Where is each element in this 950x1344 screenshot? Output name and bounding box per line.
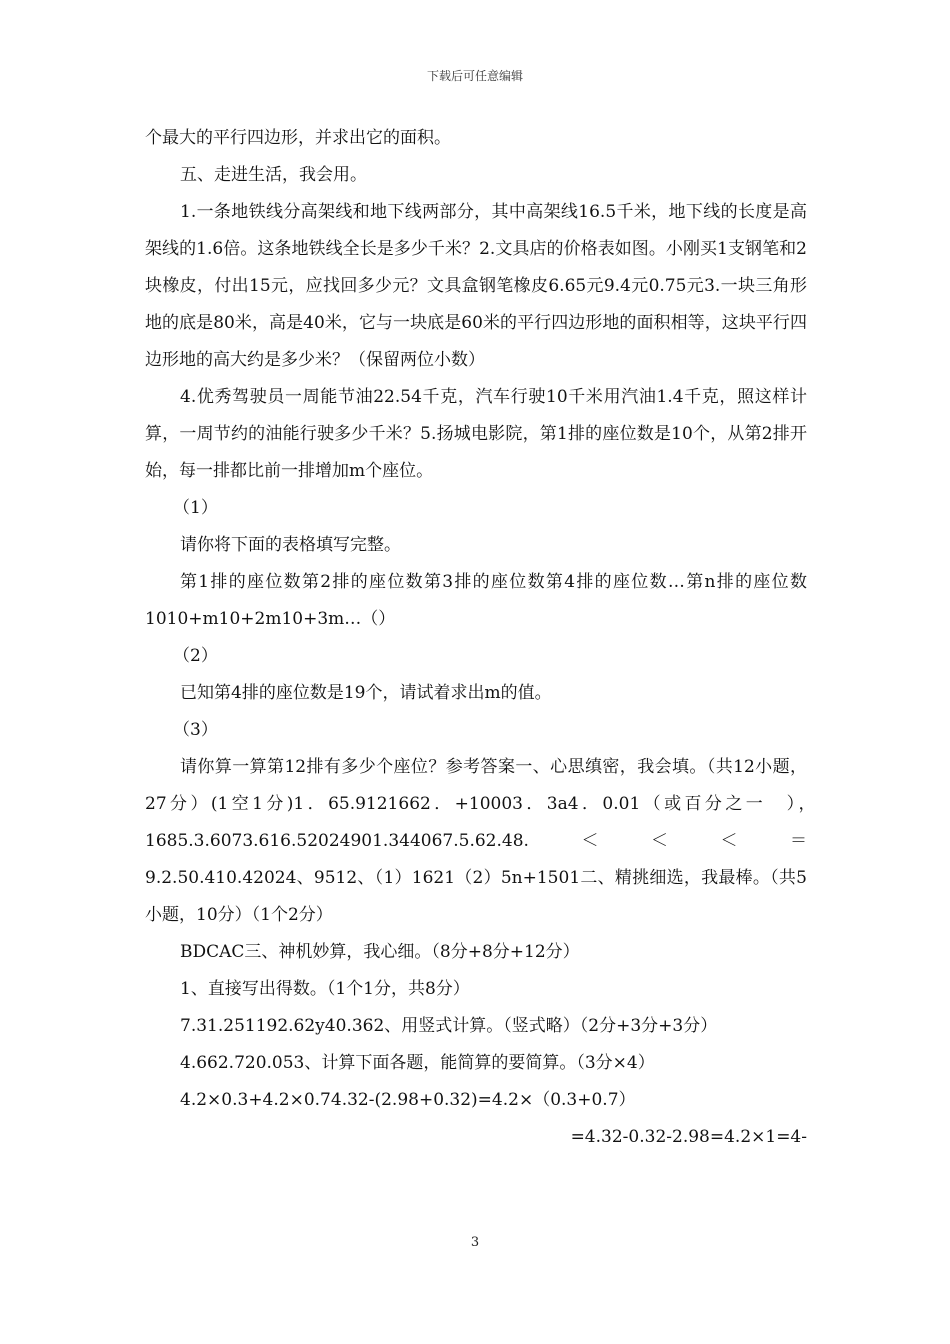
page-header: 下载后可任意编辑 [426, 69, 523, 83]
paragraph: 个最大的平行四边形，并求出它的面积。 [145, 128, 451, 148]
paragraph: =4.32-0.32-2.98=4.2×1=4- [570, 1127, 807, 1147]
paragraph: 已知第4排的座位数是19个，请试着求出m的值。 [180, 683, 552, 703]
paragraph: 1.一条地铁线分高架线和地下线两部分，其中高架线16.5千米，地下线的长度是高架线的1.6倍。这条地铁线全长是多少千米？2.文具店的价格表如图。小刚买1支钢笔和2块橡皮，付出15元，应找回多少元？文具盒钢笔橡皮6.65元9.4元0.75元3.一块三角形地的底是80米，高是40米，它与一块底是60米的平行四边形地的面积相等，这块平行四边形地的高大约是多少米？（保留两位小数） [145, 202, 807, 370]
paragraph: 请你将下面的表格填写完整。 [180, 535, 401, 555]
paragraph: 请你算一算第12排有多少个座位？参考答案一、心思缜密，我会填。（共12小题，27分）(1空1分)1．65.9121662．+10003．3a4．0.01（或百分之一 ）， 1685.3.6073.616.52024901.344067.5.62.48. ＜ ＜ ＜ ＝ 9.2.50.410.42024、9512、（1）1621（2）5n+1501二、精挑细选，我最棒。（共5小题，10分）（1个2分） [145, 757, 824, 925]
paragraph: （3） [173, 720, 218, 740]
section-heading: 五、走进生活，我会用。 [180, 165, 367, 185]
paragraph: （2） [173, 646, 218, 666]
paragraph: （1） [173, 498, 218, 518]
paragraph: BDCAC三、神机妙算，我心细。（8分+8分+12分） [180, 942, 580, 962]
document-body [145, 120, 824, 1156]
page-number: 3 [470, 1235, 480, 1250]
paragraph: 第1排的座位数第2排的座位数第3排的座位数第4排的座位数…第n排的座位数1010+m10+2m10+3m…（） [145, 572, 807, 629]
paragraph: 7.31.251192.62y40.362、用竖式计算。（竖式略）（2分+3分+3分） [180, 1016, 718, 1036]
paragraph: 1、直接写出得数。（1个1分，共8分） [180, 979, 470, 999]
paragraph: 4.662.720.053、计算下面各题，能简算的要简算。（3分×4） [180, 1053, 655, 1073]
paragraph: 4.优秀驾驶员一周能节油22.54千克，汽车行驶10千米用汽油1.4千克，照这样计算，一周节约的油能行驶多少千米？5.扬城电影院，第1排的座位数是10个，从第2排开始，每一排都比前一排增加m个座位。 [145, 387, 807, 481]
paragraph: 4.2×0.3+4.2×0.74.32-(2.98+0.32)=4.2×（0.3+0.7） [180, 1090, 636, 1110]
